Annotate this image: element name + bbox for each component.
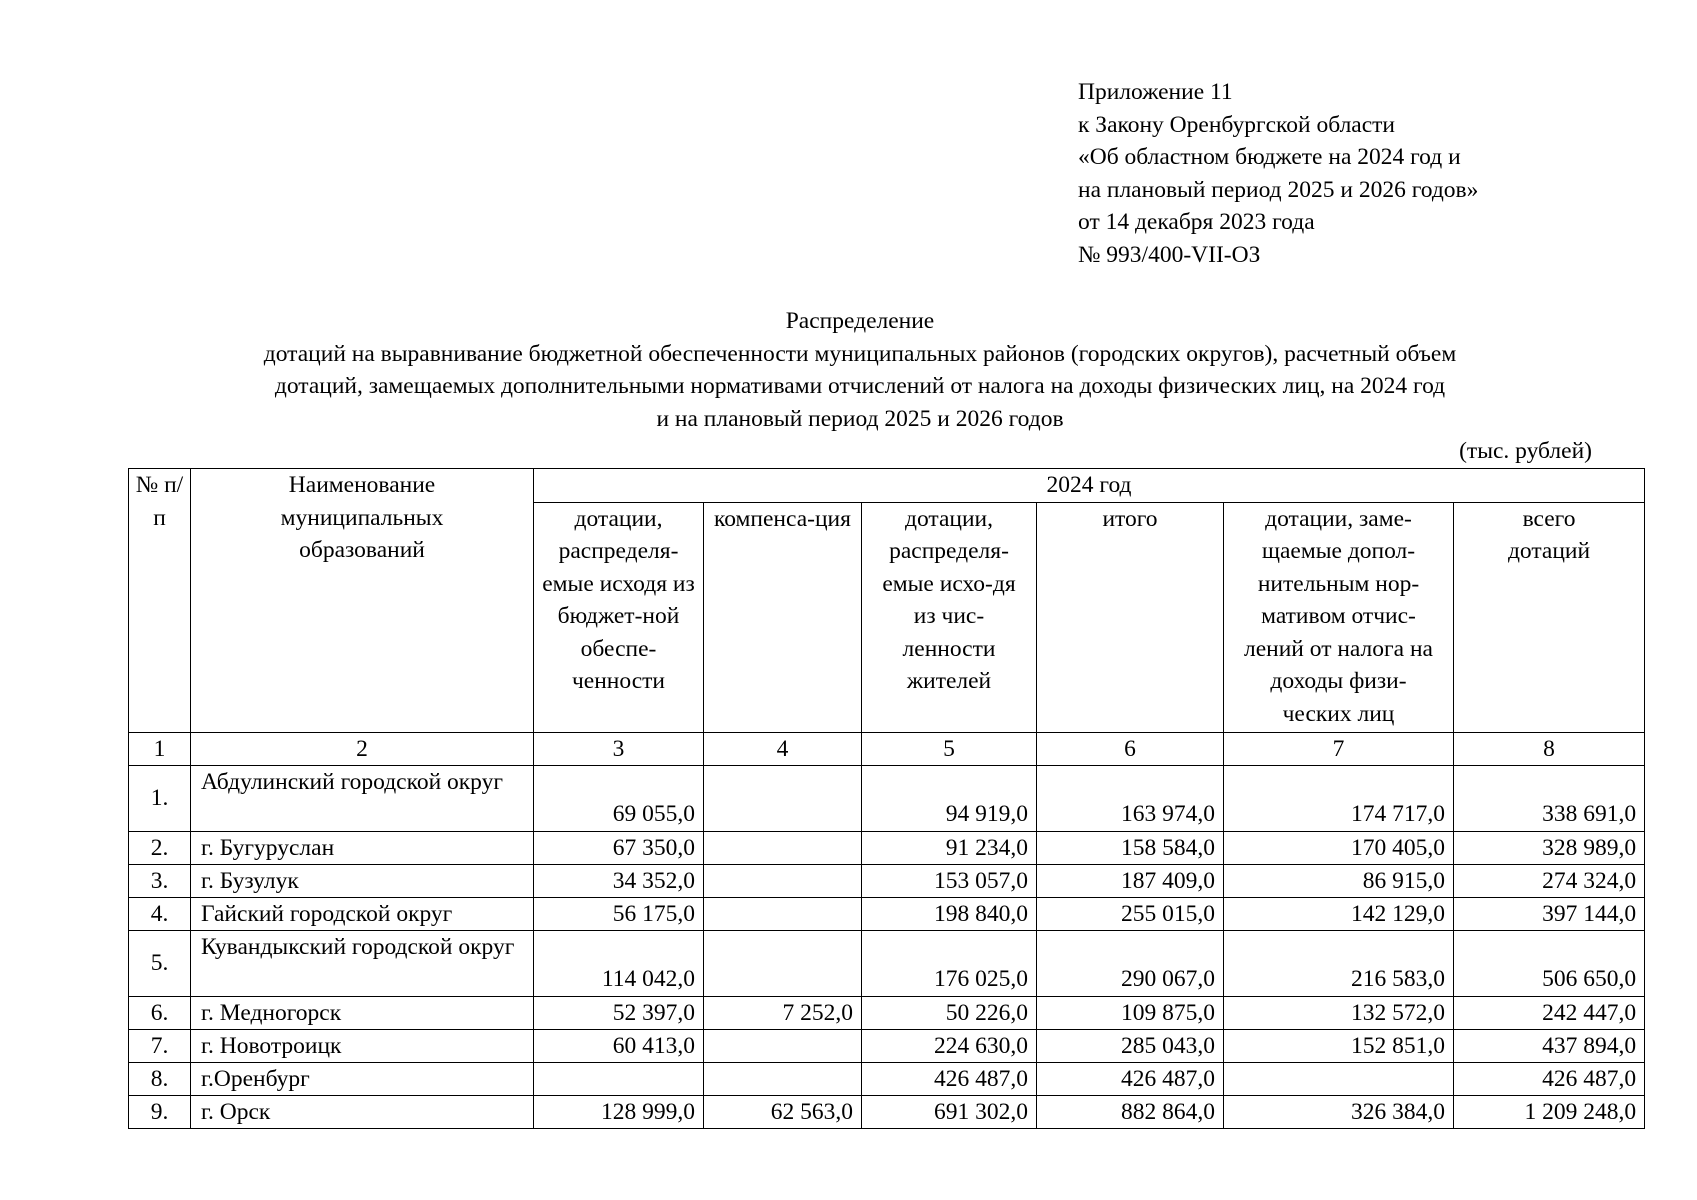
- row-c4: [704, 831, 862, 864]
- table-row: [129, 765, 1645, 831]
- row-c5: 153 057,0: [862, 864, 1037, 897]
- row-c3: 114 042,0: [534, 930, 704, 996]
- row-c4: [704, 930, 862, 996]
- table-row: [129, 864, 1645, 897]
- row-c3: 128 999,0: [534, 1095, 704, 1128]
- row-c6: 290 067,0: [1037, 930, 1224, 996]
- row-c5: 94 919,0: [862, 765, 1037, 831]
- col-number: 4: [704, 732, 862, 765]
- row-c7: 170 405,0: [1224, 831, 1454, 864]
- row-index: 1.: [129, 765, 191, 831]
- row-c4: [704, 1062, 862, 1095]
- col-number: 5: [862, 732, 1037, 765]
- row-c5: 198 840,0: [862, 897, 1037, 930]
- row-c5: 426 487,0: [862, 1062, 1037, 1095]
- row-c3: 69 055,0: [534, 765, 704, 831]
- col-number: 2: [191, 732, 534, 765]
- dotation-table: [128, 468, 1645, 1129]
- row-name: г. Новотроицк: [191, 1029, 534, 1062]
- row-name: г. Бугуруслан: [191, 831, 534, 864]
- row-c7: 152 851,0: [1224, 1029, 1454, 1062]
- header-name-text: Наименование муниципальных образований: [280, 472, 444, 563]
- row-c4: [704, 897, 862, 930]
- document-title: [125, 305, 1595, 435]
- appendix-line: Приложение 11: [1078, 79, 1233, 105]
- title-line: дотаций на выравнивание бюджетной обеспеченности муниципальных районов (городских округов), расчетный объем: [263, 340, 1457, 367]
- row-name: Гайский городской округ: [191, 897, 534, 930]
- row-c8: 274 324,0: [1454, 864, 1645, 897]
- table-row: [129, 897, 1645, 930]
- table-row: [129, 930, 1645, 996]
- header-col-4: компенса-ция: [704, 502, 862, 732]
- row-c8: 506 650,0: [1454, 930, 1645, 996]
- row-c6: 158 584,0: [1037, 831, 1224, 864]
- row-c8: 242 447,0: [1454, 996, 1645, 1029]
- row-c3: 56 175,0: [534, 897, 704, 930]
- row-c6: 187 409,0: [1037, 864, 1224, 897]
- appendix-line: к Закону Оренбургской области: [1078, 111, 1396, 138]
- header-name: [191, 469, 534, 733]
- row-c4: [704, 765, 862, 831]
- column-number-row: [129, 732, 1645, 765]
- row-c6: 882 864,0: [1037, 1095, 1224, 1128]
- row-c7: 174 717,0: [1224, 765, 1454, 831]
- row-c8: 426 487,0: [1454, 1062, 1645, 1095]
- row-index: 7.: [129, 1029, 191, 1062]
- table-row: [129, 1062, 1645, 1095]
- row-name: г.Оренбург: [191, 1062, 534, 1095]
- row-c6: 163 974,0: [1037, 765, 1224, 831]
- row-c5: 224 630,0: [862, 1029, 1037, 1062]
- row-name: г. Орск: [191, 1095, 534, 1128]
- row-c7: 326 384,0: [1224, 1095, 1454, 1128]
- row-c8: 328 989,0: [1454, 831, 1645, 864]
- row-c6: 109 875,0: [1037, 996, 1224, 1029]
- row-c4: [704, 864, 862, 897]
- row-c3: 34 352,0: [534, 864, 704, 897]
- table-row: [129, 1029, 1645, 1062]
- row-c7: 86 915,0: [1224, 864, 1454, 897]
- row-index: 3.: [129, 864, 191, 897]
- row-index: 2.: [129, 831, 191, 864]
- row-c5: 691 302,0: [862, 1095, 1037, 1128]
- header-number: [129, 469, 191, 733]
- row-name: Кувандыкский городской округ: [191, 930, 534, 996]
- row-index: 4.: [129, 897, 191, 930]
- header-col-7: дотации, заме-щаемые допол-нительным нор-мативом отчис-лений от налога на доходы физи-ческих лиц: [1224, 502, 1454, 732]
- appendix-line: от 14 декабря 2023 года: [1078, 209, 1315, 235]
- row-index: 6.: [129, 996, 191, 1029]
- col-number: 3: [534, 732, 704, 765]
- row-c4: 7 252,0: [704, 996, 862, 1029]
- row-c3: 60 413,0: [534, 1029, 704, 1062]
- row-c4: [704, 1029, 862, 1062]
- appendix-line: «Об областном бюджете на 2024 год и: [1078, 144, 1461, 170]
- col-number: 1: [129, 732, 191, 765]
- appendix-header: [1078, 76, 1478, 271]
- row-c7: [1224, 1062, 1454, 1095]
- row-c7: 132 572,0: [1224, 996, 1454, 1029]
- header-col-6: итого: [1037, 502, 1224, 732]
- row-c5: 50 226,0: [862, 996, 1037, 1029]
- appendix-line: на плановый период 2025 и 2026 годов»: [1078, 176, 1479, 203]
- row-c8: 1 209 248,0: [1454, 1095, 1645, 1128]
- header-col-5: дотации, распределя-емые исхо-дя из чис-ленности жителей: [862, 502, 1037, 732]
- table-row: [129, 831, 1645, 864]
- appendix-line: № 993/400-VII-ОЗ: [1078, 241, 1261, 268]
- row-c3: 52 397,0: [534, 996, 704, 1029]
- row-c7: 142 129,0: [1224, 897, 1454, 930]
- title-line: и на плановый период 2025 и 2026 годов: [656, 405, 1064, 432]
- row-c4: 62 563,0: [704, 1095, 862, 1128]
- row-index: 9.: [129, 1095, 191, 1128]
- row-c5: 176 025,0: [862, 930, 1037, 996]
- units-label: (тыс. рублей): [1459, 438, 1592, 464]
- header-col-8: всего дотаций: [1454, 502, 1645, 732]
- row-c7: 216 583,0: [1224, 930, 1454, 996]
- row-c6: 255 015,0: [1037, 897, 1224, 930]
- row-name: Абдулинский городской округ: [191, 765, 534, 831]
- col-number: 8: [1454, 732, 1645, 765]
- col-number: 7: [1224, 732, 1454, 765]
- header-number-text: № п/п: [135, 472, 184, 531]
- row-c8: 437 894,0: [1454, 1029, 1645, 1062]
- title-line: Распределение: [785, 308, 935, 334]
- header-col-3: дотации, распределя-емые исходя из бюджет-ной обеспе-ченности: [534, 502, 704, 732]
- row-name: г. Бузулук: [191, 864, 534, 897]
- row-c6: 285 043,0: [1037, 1029, 1224, 1062]
- row-c8: 397 144,0: [1454, 897, 1645, 930]
- header-year: 2024 год: [534, 469, 1645, 503]
- row-c3: 67 350,0: [534, 831, 704, 864]
- row-c6: 426 487,0: [1037, 1062, 1224, 1095]
- col-number: 6: [1037, 732, 1224, 765]
- row-index: 8.: [129, 1062, 191, 1095]
- row-name: г. Медногорск: [191, 996, 534, 1029]
- table-row: [129, 996, 1645, 1029]
- row-c3: [534, 1062, 704, 1095]
- table-row: [129, 1095, 1645, 1128]
- title-line: дотаций, замещаемых дополнительными нормативами отчислений от налога на доходы физических лиц, на 2024 год: [274, 373, 1446, 399]
- row-c5: 91 234,0: [862, 831, 1037, 864]
- row-index: 5.: [129, 930, 191, 996]
- row-c8: 338 691,0: [1454, 765, 1645, 831]
